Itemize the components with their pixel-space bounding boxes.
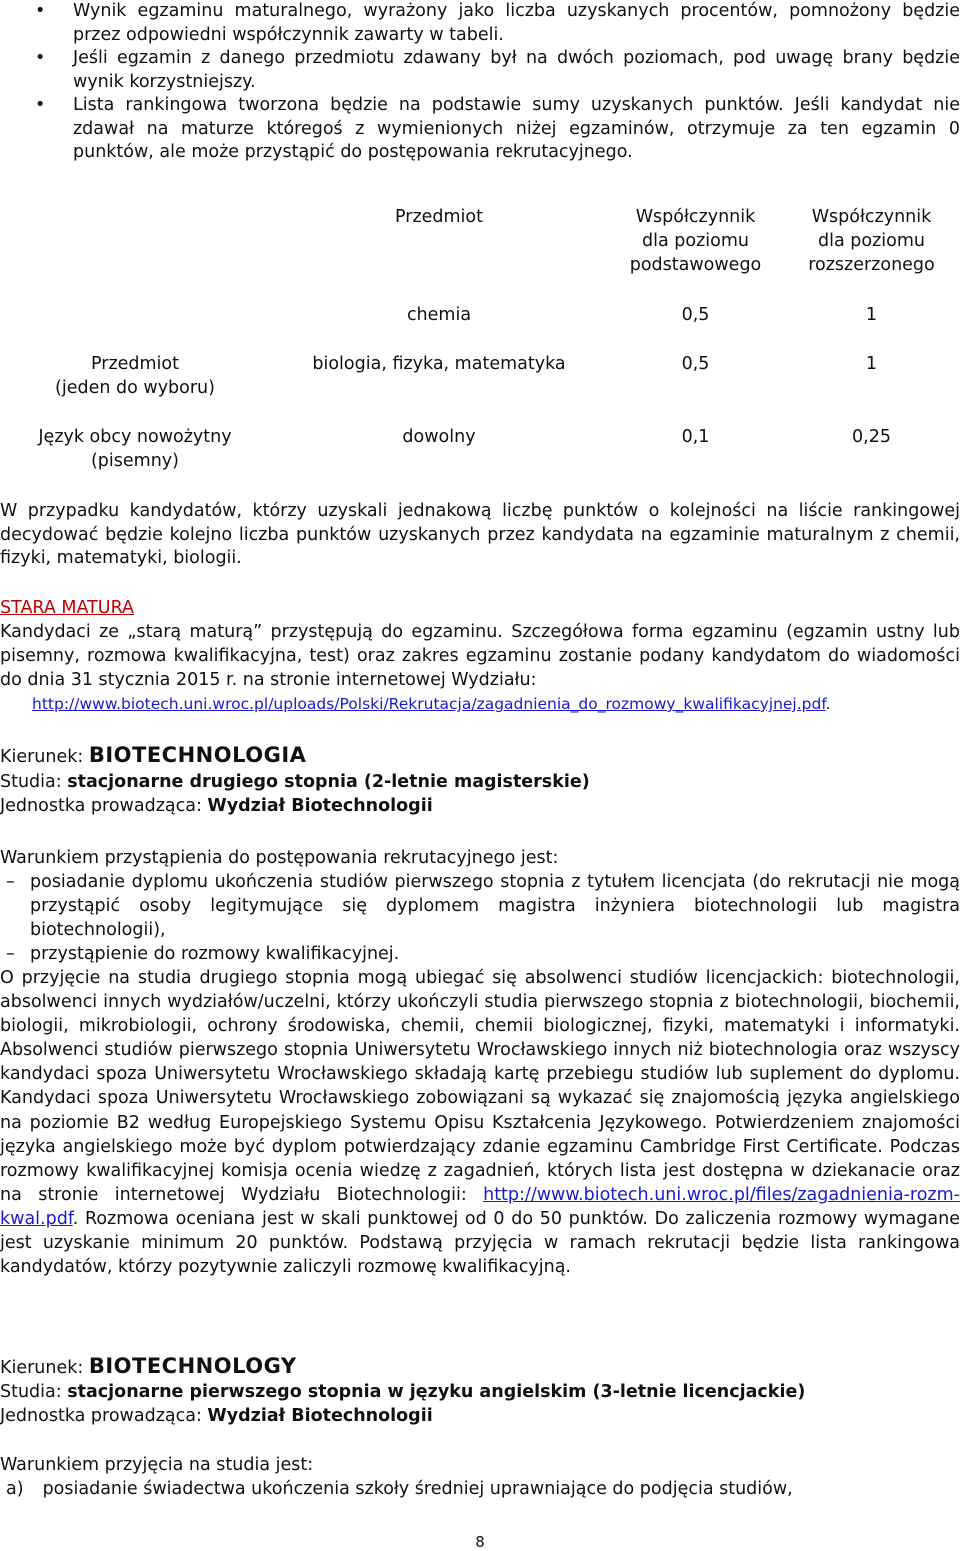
table-cell <box>0 342 270 415</box>
field-label: Studia: <box>0 772 68 792</box>
biotechnologia-kierunek <box>0 742 306 770</box>
coefficients-table <box>0 197 960 475</box>
header-text: Współczynnik <box>635 207 756 227</box>
table-header-cell <box>783 197 960 293</box>
table-header-cell <box>608 197 783 293</box>
bullet-icon: • <box>35 95 46 115</box>
row-group-label: (pisemny) <box>90 451 179 471</box>
row-group-label: (jeden do wyboru) <box>55 378 215 398</box>
bullet-text: Jeśli egzamin z danego przedmiotu zdawany był na dwóch poziomach, pod uwagę brany będzie wynik korzystniejszy. <box>73 48 960 92</box>
biotechnology-condition-a <box>0 1477 793 1501</box>
list-item <box>35 94 960 165</box>
list-item <box>35 0 960 47</box>
header-text: Współczynnik <box>811 207 932 227</box>
biotechnology-kierunek <box>0 1353 297 1381</box>
old-matura-link-line <box>32 693 831 715</box>
page-number: 8 <box>475 1533 485 1551</box>
table-cell: chemia <box>406 305 472 325</box>
list-item <box>0 942 960 966</box>
biotechnologia-studia <box>0 770 590 794</box>
biotechnologia-conditions-list <box>0 870 960 966</box>
jednostka-value: Wydział Biotechnologii <box>207 796 433 816</box>
field-label: Kierunek: <box>0 747 89 767</box>
list-marker: a) <box>6 1479 24 1499</box>
table-row <box>0 342 960 415</box>
field-label: Kierunek: <box>0 1358 89 1378</box>
field-label: Jednostka prowadząca: <box>0 796 208 816</box>
header-text: podstawowego <box>629 255 762 275</box>
table-header-row <box>0 197 960 293</box>
field-label: Studia: <box>0 1382 68 1402</box>
table-cell: 0,1 <box>681 427 710 447</box>
paragraph-text: O przyjęcie na studia drugiego stopnia mogą ubiegać się absolwenci studiów licencjackich: biotechnologii, absolwenci innych wydziałów/uczelni, którzy ukończyli studia pierwszego stopnia z biotechnologii, biochemii, biologii, mikrobiologii, ochrony środowiska, chemii, chemii biologicznej, fizyki, matematyki i informatyki. Absolwenci studiów pierwszego stopnia Uniwersytetu Wrocławskiego innych niż biotechnologia oraz wszyscy kandydaci spoza Uniwersytetu Wrocławskiego składają kartę przebiegu studiów lub suplement do dyplomu. Kandydaci spoza Uniwersytetu Wrocławskiego zobowiązani są wykazać się znajomością języka angielskiego na poziomie B2 według Europejskiego Systemu Opisu Kształcenia Językowego. Potwierdzeniem znajomości języka angielskiego może być dyplom potwierdzający zdanie egzaminu Cambridge First Certificate. Podczas rozmowy kwalifikacyjnej komisja ocenia wiedzę z zagadnień, których lista jest dostępna w dziekanacie oraz na stronie internetowej Wydziału Biotechnologii: <box>0 968 960 1205</box>
zagadnienia-pdf-link[interactable]: http://www.biotech.uni.wroc.pl/uploads/Polski/Rekrutacja/zagadnienia_do_rozmowy_kwalifikacyjnej.pdf <box>32 695 826 713</box>
biotechnology-conditions-heading: Warunkiem przyjęcia na studia jest: <box>0 1455 314 1475</box>
condition-text: posiadanie dyplomu ukończenia studiów pierwszego stopnia z tytułem licencjata (do rekrutacji nie mogą przystąpić osoby legitymujące się dyplomem magistra inżyniera biotechnologii lub magistra biotechnologii), <box>30 872 960 940</box>
biotechnologia-admission-paragraph <box>0 966 960 1279</box>
table-cell: 0,5 <box>681 354 710 374</box>
row-group-label: Przedmiot <box>91 354 179 374</box>
link-suffix: . <box>825 695 831 713</box>
row-group-label: Język obcy nowożytny <box>38 427 232 447</box>
tie-paragraph: W przypadku kandydatów, którzy uzyskali jednakową liczbę punktów o kolejności na liście rankingowej decydować będzie kolejno liczba punktów uzyskanych przez kandydata na egzaminie maturalnym z chemii, fizyki, matematyki, biologii. <box>0 501 960 568</box>
header-text: dla poziomu <box>642 231 749 251</box>
dash-icon: – <box>6 944 15 964</box>
table-cell <box>0 415 270 475</box>
table-header-cell: Przedmiot <box>395 207 483 227</box>
bullet-icon: • <box>35 1 46 21</box>
table-cell: 1 <box>865 305 878 325</box>
table-cell <box>0 293 270 342</box>
old-matura-paragraph: Kandydaci ze „starą maturą” przystępują do egzaminu. Szczegółowa forma egzaminu (egzamin ustny lub pisemny, rozmowa kwalifikacyjna, test) oraz zakres egzaminu zostanie podany kandydatom do wiadomości do dnia 31 stycznia 2015 r. na stronie internetowej Wydziału: <box>0 622 960 690</box>
list-item <box>0 870 960 942</box>
table-row <box>0 415 960 475</box>
bullet-text: Wynik egzaminu maturalnego, wyrażony jako liczba uzyskanych procentów, pomnożony będzie przez odpowiedni współczynnik zawarty w tabeli. <box>73 1 960 45</box>
table-cell: 1 <box>865 354 878 374</box>
table-cell: dowolny <box>402 427 476 447</box>
list-item <box>35 47 960 94</box>
bullet-text: Lista rankingowa tworzona będzie na podstawie sumy uzyskanych punktów. Jeśli kandydat nie zdawał na maturze któregoś z wymienionych niżej egzaminów, otrzymuje za ten egzamin 0 punktów, ale może przystąpić do postępowania rekrutacyjnego. <box>73 95 960 162</box>
studia-value: stacjonarne pierwszego stopnia w języku angielskim (3-letnie licencjackie) <box>67 1382 806 1402</box>
biotechnology-jednostka <box>0 1404 433 1428</box>
table-cell: 0,5 <box>681 305 710 325</box>
biotechnologia-conditions-heading: Warunkiem przystąpienia do postępowania rekrutacyjnego jest: <box>0 848 559 868</box>
kierunek-name: BIOTECHNOLOGIA <box>88 743 307 767</box>
rules-bullet-list <box>35 0 960 165</box>
table-row <box>0 293 960 342</box>
table-cell: biologia, fizyka, matematyka <box>312 354 566 374</box>
section-heading: STARA MATURA <box>0 598 135 618</box>
old-matura-heading <box>0 596 134 620</box>
zagadnienia-rozm-kwal-link[interactable]: http://www.biotech.uni.wroc.pl/files/zagadnienia-rozm-kwal.pdf <box>0 1184 960 1229</box>
jednostka-value: Wydział Biotechnologii <box>207 1406 433 1426</box>
condition-text: posiadanie świadectwa ukończenia szkoły średniej uprawniające do podjęcia studiów, <box>42 1479 793 1499</box>
biotechnology-studia <box>0 1380 805 1404</box>
kierunek-name: BIOTECHNOLOGY <box>88 1354 297 1378</box>
field-label: Jednostka prowadząca: <box>0 1406 208 1426</box>
header-text: rozszerzonego <box>808 255 935 275</box>
paragraph-text: . Rozmowa oceniana jest w skali punktowej od 0 do 50 punktów. Do zaliczenia rozmowy wymagane jest uzyskanie minimum 20 punktów. Podstawą przyjęcia w ramach rekrutacji będzie lista rankingowa kandydatów, którzy pozytywnie zaliczyli rozmowę kwalifikacyjną. <box>0 1208 960 1278</box>
dash-icon: – <box>6 872 15 892</box>
bullet-icon: • <box>35 48 46 68</box>
studia-value: stacjonarne drugiego stopnia (2-letnie magisterskie) <box>67 772 590 792</box>
condition-text: przystąpienie do rozmowy kwalifikacyjnej. <box>30 944 400 964</box>
table-cell: 0,25 <box>852 427 891 447</box>
header-text: dla poziomu <box>818 231 925 251</box>
table-header-cell <box>0 197 270 293</box>
biotechnologia-jednostka <box>0 794 433 818</box>
